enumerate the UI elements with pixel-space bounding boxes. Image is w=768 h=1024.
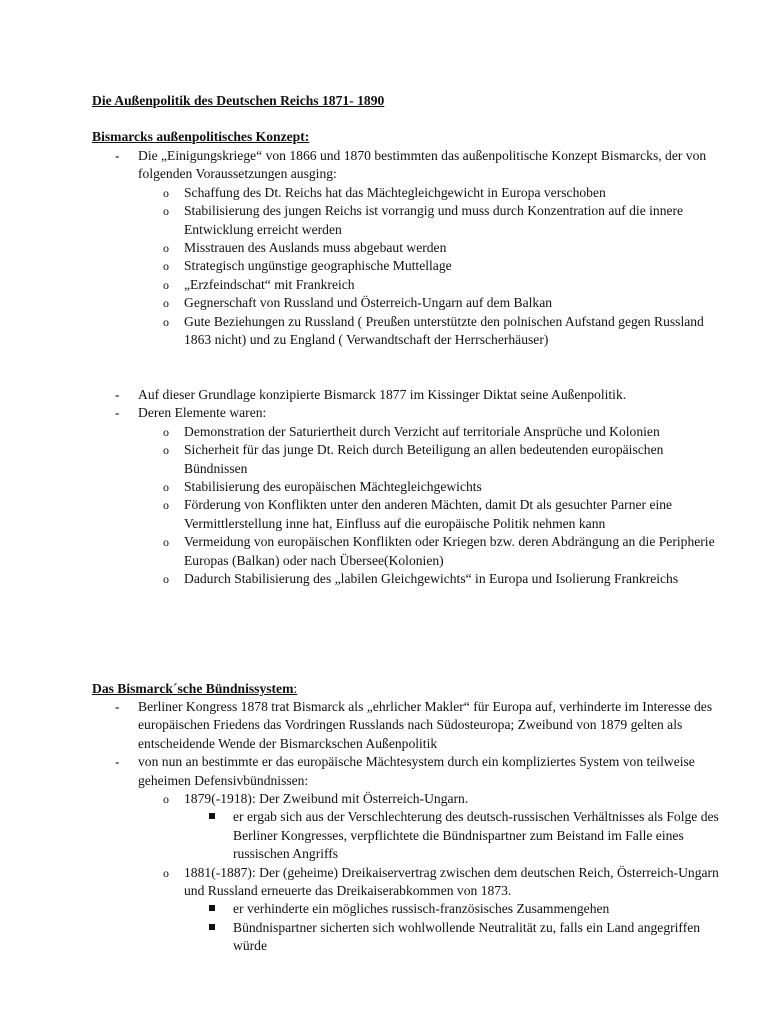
square-bullet [209, 924, 215, 930]
dash-bullet: - [115, 148, 120, 163]
dash-bullet: - [115, 754, 120, 770]
sub-list-item-text: Dadurch Stabilisierung des „labilen Gleichgewichts“ in Europa und Isolierung Frankreichs [184, 571, 679, 587]
sub-list-item [138, 257, 720, 275]
list-item [110, 698, 720, 753]
sub-list-item-text: Vermeidung von europäischen Konflikten oder Kriegen bzw. deren Abdrängung an die Peripherie Europas (Balkan) oder nach Übersee(Kolonien) [184, 534, 715, 568]
list-item [110, 404, 720, 588]
circle-bullet: o [163, 424, 169, 439]
dash-bullet: - [115, 387, 120, 402]
sub-list-item-text: Förderung von Konflikten unter den anderen Mächten, damit Dt als gesuchter Parner eine Vermittlerstellung inne hat, Einfluss auf die europäische Politik nehmen kann [184, 497, 673, 531]
sub-list-item-text: Schaffung des Dt. Reichs hat das Mächtegleichgewicht in Europa verschoben [184, 184, 606, 200]
sub-list-item [138, 478, 720, 496]
circle-bullet: o [163, 535, 169, 550]
sub-sub-list-item-text: er ergab sich aus der Verschlechterung des deutsch-russischen Verhältnisses als Folge des Berliner Kongresses, verpflichtete die Bündnispartner zum Beistand im Falle eines russischen Angriffs [233, 809, 719, 862]
sub-list [138, 423, 720, 589]
sub-sub-list-item-text: er verhinderte ein mögliches russisch-französisches Zusammengehen [233, 901, 610, 917]
circle-bullet: o [163, 259, 169, 274]
list-item-text: von nun an bestimmte er das europäische Mächtesystem durch ein kompliziertes System von teilweise geheimen Defensivbündnissen: [138, 754, 695, 788]
heading-colon: : [293, 681, 298, 696]
dash-bullet: - [115, 405, 120, 421]
sub-list-item [138, 423, 720, 441]
sub-sub-list-item-text: Bündnispartner sicherten sich wohlwollende Neutralität zu, falls ein Land angegriffen würde [233, 919, 701, 954]
section-heading-alliance-system [92, 680, 297, 698]
sub-list-item-text: Sicherheit für das junge Dt. Reich durch Beteiligung an allen bedeutenden europäischen Bündnissen [184, 442, 664, 476]
circle-bullet: o [163, 792, 169, 807]
list-item [110, 753, 720, 955]
sub-list-item [138, 496, 720, 533]
sub-list-item-text: 1881(-1887): Der (geheime) Dreikaiservertrag zwischen dem deutschen Reich, Österreich-Ungarn und Russland erneuerte das Dreikaiserabkommen von 1873. [184, 864, 719, 899]
sub-list-item [138, 294, 720, 312]
list-item-text: Die „Einigungskriege“ von 1866 und 1870 bestimmten das außenpolitische Konzept Bismarcks, der von folgenden Voraussetzungen ausging: [138, 148, 707, 182]
circle-bullet: o [163, 204, 169, 219]
concept-list-continued [110, 386, 720, 588]
sub-list-item-text: Gegnerschaft von Russland und Österreich-Ungarn auf dem Balkan [184, 295, 553, 311]
list-item [110, 147, 720, 349]
square-bullet [209, 813, 215, 819]
circle-bullet: o [163, 241, 169, 256]
sub-list-item-text: Gute Beziehungen zu Russland ( Preußen unterstützte den polnischen Aufstand gegen Russland 1863 nicht) und zu England ( Verwandtschaft der Herrscherhäuser) [184, 313, 704, 348]
sub-list-item-text: 1879(-1918): Der Zweibund mit Österreich-Ungarn. [184, 791, 469, 807]
sub-sub-list-item [184, 808, 720, 863]
circle-bullet: o [163, 185, 169, 200]
sub-sub-list [184, 808, 720, 863]
circle-bullet: o [163, 314, 169, 329]
sub-list-item [138, 570, 720, 588]
sub-sub-list-item [184, 900, 720, 918]
sub-list-item [138, 239, 720, 257]
list-item-text: Deren Elemente waren: [138, 405, 267, 421]
sub-list-item [138, 790, 720, 864]
document-title: Die Außenpolitik des Deutschen Reichs 1871- 1890 [92, 93, 385, 108]
sub-list-item [138, 202, 720, 239]
circle-bullet: o [163, 296, 169, 311]
section-heading-concept: Bismarcks außenpolitisches Konzept: [92, 129, 310, 144]
circle-bullet: o [163, 277, 169, 292]
sub-list [138, 184, 720, 350]
circle-bullet: o [163, 865, 169, 880]
sub-list-item [138, 864, 720, 956]
list-item-text: Auf dieser Grundlage konzipierte Bismarck 1877 im Kissinger Diktat seine Außenpolitik. [138, 387, 627, 402]
circle-bullet: o [163, 480, 169, 495]
list-item [110, 386, 720, 404]
circle-bullet: o [163, 443, 169, 458]
sub-list [138, 790, 720, 956]
circle-bullet: o [163, 498, 169, 513]
sub-list-item-text: Demonstration der Saturiertheit durch Verzicht auf territoriale Ansprüche und Kolonien [184, 423, 660, 439]
alliance-list [110, 698, 720, 956]
sub-list-item-text: Strategisch ungünstige geographische Muttellage [184, 258, 452, 274]
sub-list-item-text: Stabilisierung des europäischen Mächtegleichgewichts [184, 479, 482, 495]
sub-list-item [138, 276, 720, 294]
sub-sub-list-item [184, 919, 720, 956]
sub-list-item-text: Stabilisierung des jungen Reichs ist vorrangig und muss durch Konzentration auf die innere Entwicklung erreicht werden [184, 203, 684, 237]
sub-list-item [138, 441, 720, 478]
sub-list-item-text: „Erzfeindschat“ mit Frankreich [184, 276, 355, 292]
sub-list-item [138, 313, 720, 350]
dash-bullet: - [115, 699, 120, 714]
section-heading-text: Das Bismarck´sche Bündnissystem [92, 681, 294, 696]
sub-sub-list [184, 900, 720, 955]
sub-list-item [138, 184, 720, 202]
list-item-text: Berliner Kongress 1878 trat Bismarck als „ehrlicher Makler“ für Europa auf, verhinderte im Interesse des europäischen Friedens das Vordringen Russlands nach Südosteuropa; Zweibund von 1879 gelten als entscheidende Wende der Bismarckschen Außenpolitik [138, 699, 713, 751]
concept-list [110, 147, 720, 349]
sub-list-item-text: Misstrauen des Auslands muss abgebaut werden [184, 240, 447, 256]
square-bullet [209, 905, 215, 911]
circle-bullet: o [163, 572, 169, 587]
sub-list-item [138, 533, 720, 570]
